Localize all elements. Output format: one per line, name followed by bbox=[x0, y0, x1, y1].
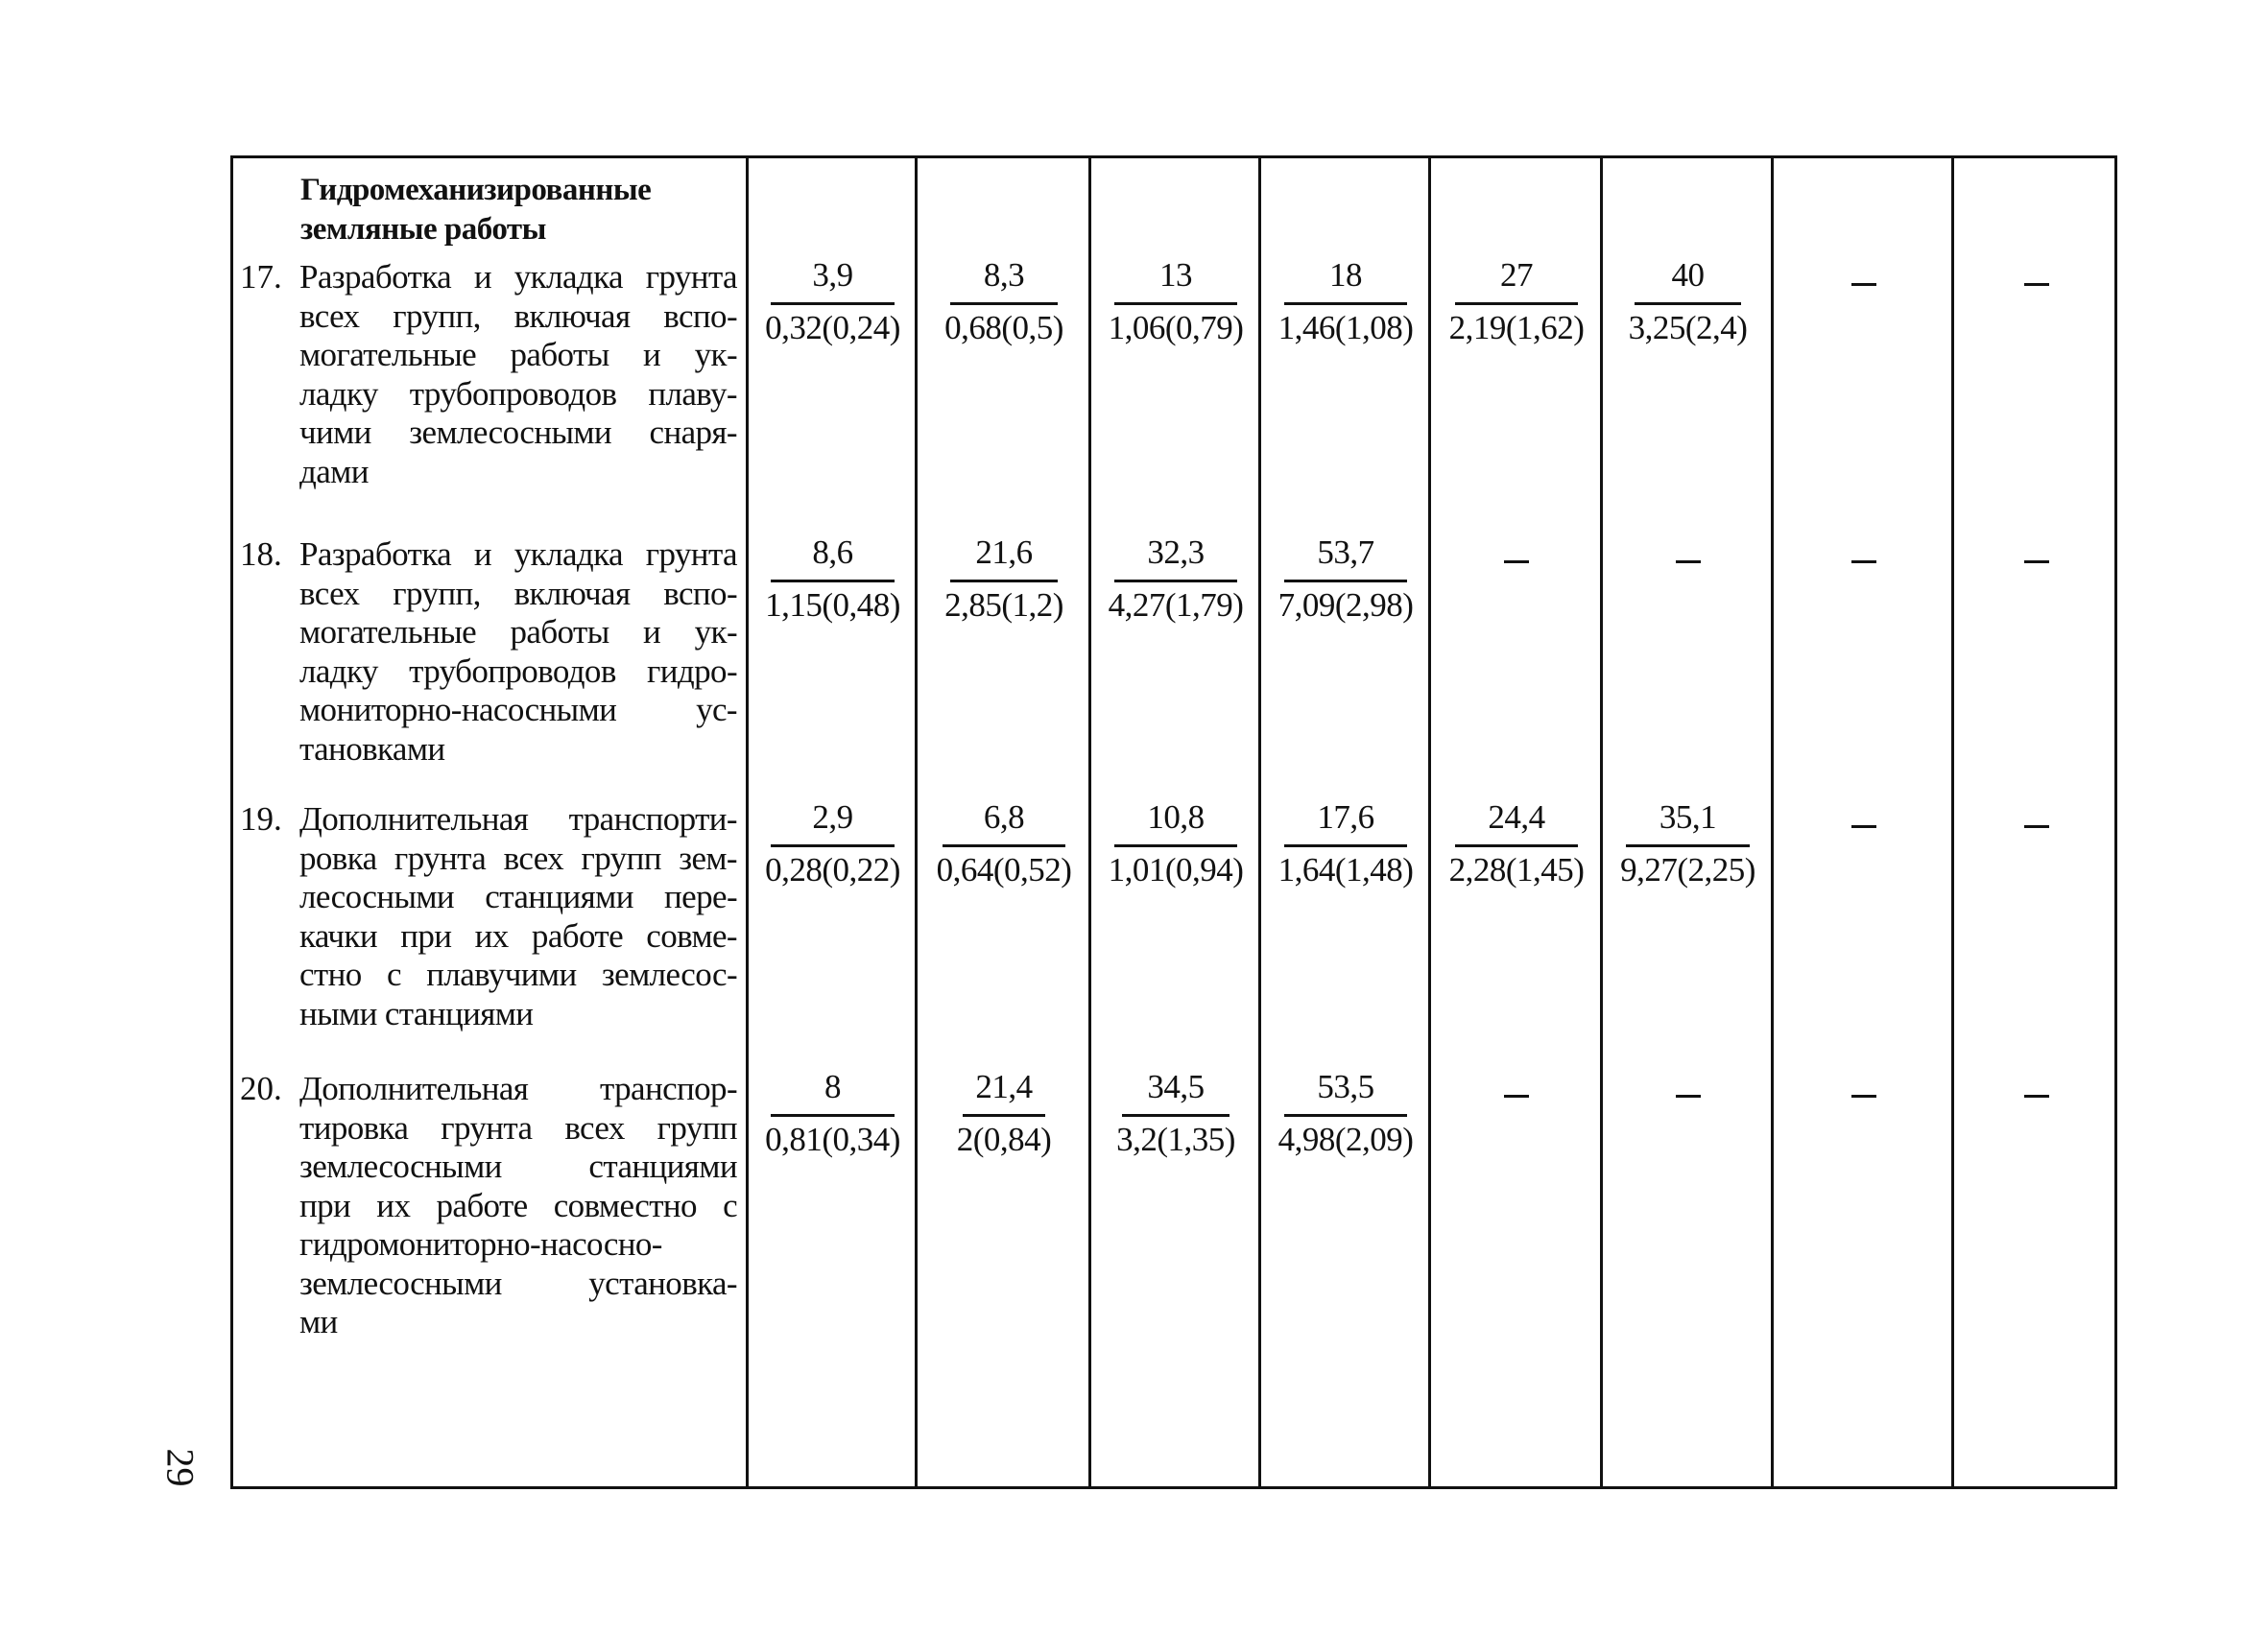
table-cell bbox=[750, 1068, 916, 1159]
empty-dash bbox=[2024, 825, 2049, 828]
labor-value: 1,15(0,48) bbox=[765, 586, 900, 624]
row-number: 17. bbox=[240, 258, 282, 296]
labor-value: 3,25(2,4) bbox=[1628, 309, 1748, 346]
row-description-line: тировка грунта всех групп bbox=[299, 1108, 737, 1147]
table-row-18 bbox=[240, 535, 737, 769]
page-number: 29 bbox=[158, 1448, 203, 1487]
table-cell bbox=[1262, 256, 1429, 347]
empty-dash bbox=[1676, 1095, 1701, 1098]
fraction-bar bbox=[771, 844, 895, 847]
table-cell bbox=[750, 256, 916, 347]
fraction-bar bbox=[1284, 580, 1408, 582]
fraction-value bbox=[765, 1068, 900, 1159]
labor-value: 0,64(0,52) bbox=[936, 851, 1072, 889]
empty-dash bbox=[1504, 560, 1529, 563]
cost-value: 2,9 bbox=[812, 798, 853, 836]
fraction-value bbox=[1278, 256, 1414, 347]
fraction-bar bbox=[1635, 302, 1742, 305]
empty-dash bbox=[1851, 560, 1876, 563]
column-divider bbox=[746, 155, 749, 1489]
row-description-line: дами bbox=[299, 452, 369, 490]
fraction-bar bbox=[1122, 1114, 1229, 1117]
table-cell bbox=[1775, 533, 1952, 572]
table-cell bbox=[919, 533, 1089, 625]
section-heading bbox=[300, 171, 651, 249]
row-description-line: землесосными установка- bbox=[299, 1264, 737, 1302]
fraction-value bbox=[944, 256, 1063, 347]
table-cell bbox=[1604, 798, 1772, 889]
labor-value: 2,19(1,62) bbox=[1448, 309, 1585, 346]
row-description-line: ладку трубопроводов гидро- bbox=[299, 652, 737, 690]
fraction-bar bbox=[943, 844, 1066, 847]
table-cell bbox=[1775, 256, 1952, 295]
row-number: 19. bbox=[240, 800, 282, 838]
fraction-value bbox=[1109, 533, 1244, 625]
cost-value: 3,9 bbox=[812, 256, 853, 294]
row-description-line: стно с плавучими землесос- bbox=[299, 956, 737, 993]
cost-value: 34,5 bbox=[1147, 1068, 1205, 1105]
fraction-value bbox=[1449, 256, 1585, 347]
fraction-value bbox=[1278, 533, 1414, 625]
fraction-value bbox=[1278, 1068, 1414, 1159]
table-cell bbox=[1262, 798, 1429, 889]
labor-value: 1,64(1,48) bbox=[1277, 851, 1414, 889]
fraction-value bbox=[957, 1068, 1052, 1159]
fraction-bar bbox=[771, 1114, 895, 1117]
table-cell bbox=[1262, 1068, 1429, 1159]
section-heading-line: Гидромеханизированные bbox=[300, 173, 652, 207]
fraction-bar bbox=[963, 1114, 1046, 1117]
row-number: 20. bbox=[240, 1070, 282, 1107]
table-cell bbox=[750, 798, 916, 889]
fraction-value bbox=[937, 798, 1072, 889]
fraction-bar bbox=[1284, 844, 1408, 847]
fraction-bar bbox=[1626, 844, 1750, 847]
table-cell bbox=[750, 533, 916, 625]
fraction-bar bbox=[950, 580, 1058, 582]
fraction-value bbox=[1620, 798, 1755, 889]
row-description-line: Разработка и укладка грунта bbox=[299, 535, 737, 573]
table-cell bbox=[1092, 798, 1259, 889]
row-description-line: могательные работы и ук- bbox=[299, 336, 737, 373]
cost-value: 8,6 bbox=[812, 533, 853, 571]
table-cell bbox=[1092, 256, 1259, 347]
fraction-value bbox=[1109, 256, 1244, 347]
fraction-bar bbox=[771, 580, 895, 582]
row-description-line: тановками bbox=[299, 729, 445, 768]
table-cell bbox=[1955, 1068, 2117, 1106]
fraction-bar bbox=[1114, 844, 1238, 847]
cost-value: 8 bbox=[824, 1068, 841, 1105]
cost-value: 21,6 bbox=[975, 533, 1033, 571]
cost-value: 53,7 bbox=[1317, 533, 1374, 571]
labor-value: 1,06(0,79) bbox=[1108, 309, 1244, 346]
empty-dash bbox=[1851, 825, 1876, 828]
labor-value: 7,09(2,98) bbox=[1277, 586, 1414, 624]
fraction-value bbox=[1109, 798, 1244, 889]
table-row-17 bbox=[240, 258, 737, 491]
fraction-bar bbox=[950, 302, 1058, 305]
cost-value: 53,5 bbox=[1317, 1068, 1374, 1105]
labor-value: 4,98(2,09) bbox=[1277, 1121, 1414, 1158]
table-cell bbox=[1092, 1068, 1259, 1159]
empty-dash bbox=[1851, 1095, 1876, 1098]
row-description-line: всех групп, включая вспо- bbox=[299, 296, 737, 335]
cost-value: 24,4 bbox=[1488, 798, 1545, 836]
table-cell bbox=[1432, 798, 1601, 889]
row-description-line: лесосными станциями пере- bbox=[299, 878, 737, 915]
table-cell bbox=[919, 1068, 1089, 1159]
fraction-value bbox=[1629, 256, 1748, 347]
fraction-value bbox=[765, 798, 900, 889]
fraction-value bbox=[1278, 798, 1414, 889]
empty-dash bbox=[2024, 1095, 2049, 1098]
cost-value: 35,1 bbox=[1659, 798, 1717, 836]
fraction-value bbox=[944, 533, 1063, 625]
labor-value: 3,2(1,35) bbox=[1116, 1121, 1235, 1158]
row-description-line: Дополнительная транспорти- bbox=[299, 800, 737, 838]
labor-value: 4,27(1,79) bbox=[1108, 586, 1244, 624]
fraction-bar bbox=[1114, 302, 1238, 305]
row-description-line: всех групп, включая вспо- bbox=[299, 574, 737, 612]
cost-value: 18 bbox=[1329, 256, 1362, 294]
row-description-line: чими землесосными снаря- bbox=[299, 414, 737, 451]
table-cell bbox=[1432, 1068, 1601, 1106]
table-row-20 bbox=[240, 1070, 737, 1342]
row-description-line: гидромониторно-насосно- bbox=[299, 1225, 662, 1263]
fraction-value bbox=[1116, 1068, 1235, 1159]
empty-dash bbox=[1676, 560, 1701, 563]
labor-value: 9,27(2,25) bbox=[1620, 851, 1755, 889]
row-description-line: могательные работы и ук- bbox=[299, 613, 737, 651]
section-heading-line: земляные работы bbox=[300, 212, 546, 247]
table-cell bbox=[1955, 798, 2117, 837]
table-cell bbox=[1604, 256, 1772, 347]
table-cell bbox=[1092, 533, 1259, 625]
row-description-line: ными станциями bbox=[299, 994, 534, 1032]
row-description-line: Разработка и укладка грунта bbox=[299, 258, 737, 296]
row-description-line: качки при их работе совме- bbox=[299, 916, 737, 955]
labor-value: 2(0,84) bbox=[956, 1121, 1052, 1158]
fraction-bar bbox=[1284, 302, 1408, 305]
row-number: 18. bbox=[240, 535, 282, 573]
table-cell bbox=[1262, 533, 1429, 625]
labor-value: 2,85(1,2) bbox=[944, 586, 1063, 624]
fraction-bar bbox=[1284, 1114, 1408, 1117]
labor-value: 0,32(0,24) bbox=[765, 309, 900, 346]
labor-value: 0,81(0,34) bbox=[765, 1121, 900, 1158]
cost-value: 21,4 bbox=[975, 1068, 1033, 1105]
row-description-line: Дополнительная транспор- bbox=[299, 1070, 737, 1107]
table-cell bbox=[919, 798, 1089, 889]
fraction-bar bbox=[771, 302, 895, 305]
row-description-line: землесосными станциями bbox=[299, 1148, 737, 1185]
fraction-bar bbox=[1114, 580, 1238, 582]
table-cell bbox=[1604, 533, 1772, 572]
labor-value: 2,28(1,45) bbox=[1448, 851, 1585, 889]
cost-value: 32,3 bbox=[1147, 533, 1205, 571]
labor-value: 1,46(1,08) bbox=[1277, 309, 1414, 346]
table-cell bbox=[919, 256, 1089, 347]
fraction-bar bbox=[1455, 302, 1579, 305]
table-cell bbox=[1955, 256, 2117, 295]
table-cell bbox=[1604, 1068, 1772, 1106]
table-row-19 bbox=[240, 800, 737, 1033]
table-cell bbox=[1432, 256, 1601, 347]
cost-value: 27 bbox=[1500, 256, 1533, 294]
labor-value: 0,28(0,22) bbox=[765, 851, 900, 889]
cost-value: 13 bbox=[1159, 256, 1192, 294]
empty-dash bbox=[1851, 283, 1876, 286]
row-description-line: при их работе совместно с bbox=[299, 1186, 737, 1224]
empty-dash bbox=[1504, 1095, 1529, 1098]
row-description-line: ладку трубопроводов плаву- bbox=[299, 374, 737, 413]
row-description-line: мониторно-насосными ус- bbox=[299, 691, 737, 728]
row-description-line: ровка грунта всех групп зем- bbox=[299, 839, 737, 877]
empty-dash bbox=[2024, 283, 2049, 286]
labor-value: 1,01(0,94) bbox=[1108, 851, 1244, 889]
table-cell bbox=[1775, 1068, 1952, 1106]
table-cell bbox=[1955, 533, 2117, 572]
empty-dash bbox=[2024, 560, 2049, 563]
cost-value: 17,6 bbox=[1317, 798, 1374, 836]
cost-value: 40 bbox=[1671, 256, 1705, 294]
fraction-value bbox=[765, 256, 900, 347]
table-cell bbox=[1775, 798, 1952, 837]
row-description-line: ми bbox=[299, 1303, 338, 1340]
cost-value: 8,3 bbox=[983, 256, 1025, 294]
table-cell bbox=[1432, 533, 1601, 572]
cost-value: 10,8 bbox=[1147, 798, 1205, 836]
labor-value: 0,68(0,5) bbox=[944, 309, 1063, 346]
cost-value: 6,8 bbox=[983, 798, 1025, 836]
fraction-value bbox=[1449, 798, 1585, 889]
fraction-value bbox=[765, 533, 900, 625]
fraction-bar bbox=[1455, 844, 1579, 847]
